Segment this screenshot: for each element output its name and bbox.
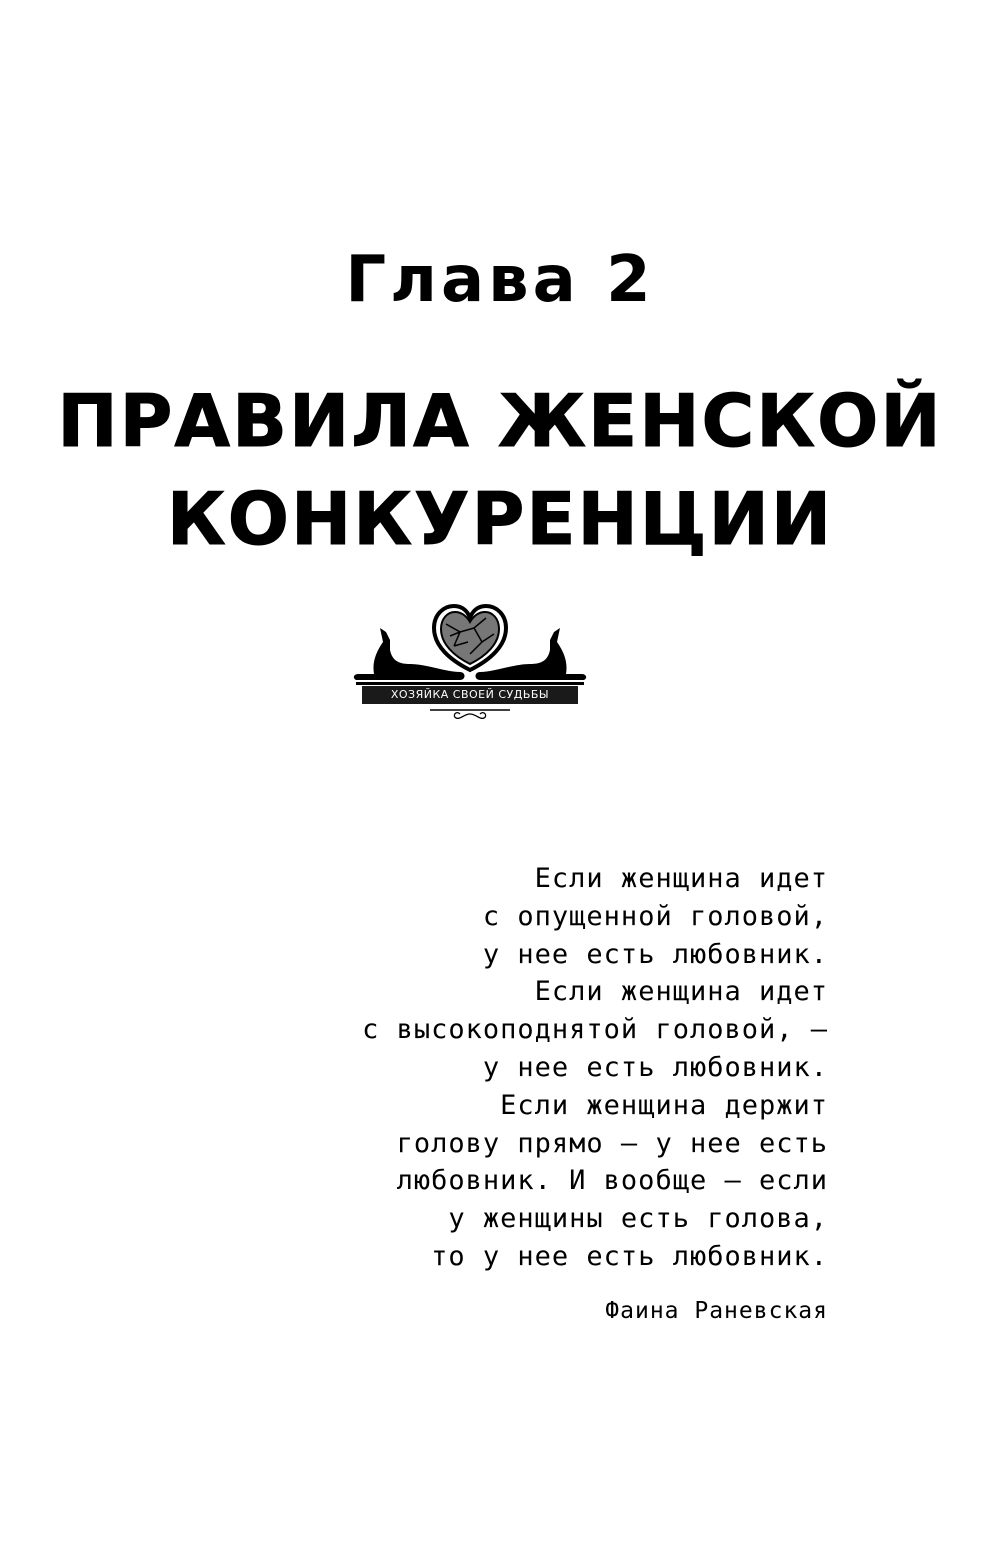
epigraph xyxy=(208,860,828,1276)
logo-caption: ХОЗЯЙКА СВОЕЙ СУДЬБЫ xyxy=(362,686,578,704)
epigraph-line: у женщины есть голова, xyxy=(448,1203,828,1235)
chapter-title xyxy=(0,372,1000,568)
chapter-title-line-1: ПРАВИЛА ЖЕНСКОЙ xyxy=(57,379,943,463)
epigraph-line: с опущенной головой, xyxy=(482,900,828,932)
epigraph-author: Фаина Раневская xyxy=(605,1298,828,1324)
epigraph-line: Если женщина идет xyxy=(534,976,828,1008)
epigraph-line: у нее есть любовник. xyxy=(482,1051,828,1083)
epigraph-line: у нее есть любовник. xyxy=(482,938,828,970)
epigraph-line: то у нее есть любовник. xyxy=(431,1240,828,1272)
cats-heart-emblem-icon xyxy=(350,602,590,727)
epigraph-line: с высокоподнятой головой, – xyxy=(362,1014,828,1046)
epigraph-line: Если женщина держит xyxy=(500,1089,828,1121)
chapter-title-line-2: КОНКУРЕНЦИИ xyxy=(166,477,834,561)
epigraph-line: голову прямо – у нее есть xyxy=(396,1127,828,1159)
chapter-label: Глава 2 xyxy=(345,243,655,317)
epigraph-line: любовник. И вообще – если xyxy=(396,1165,828,1197)
epigraph-line: Если женщина идет xyxy=(534,863,828,894)
